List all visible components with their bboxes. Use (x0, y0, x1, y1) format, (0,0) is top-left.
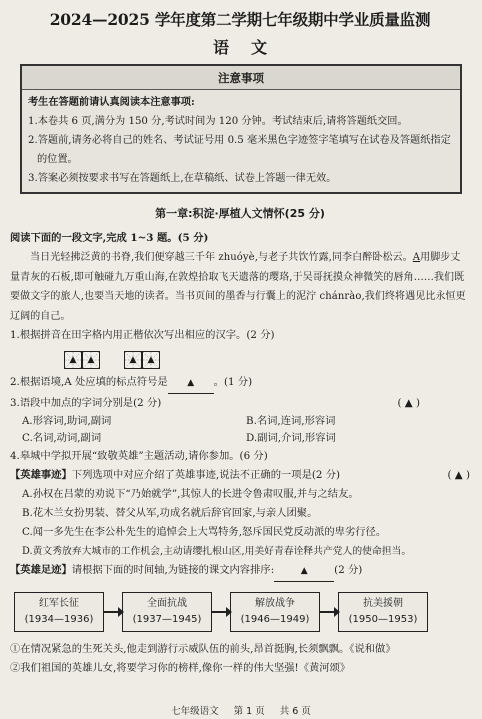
arrow-right-icon (212, 611, 230, 613)
question-2-score: 。(1 分) (213, 376, 253, 388)
answer-grid-cell[interactable] (124, 351, 142, 369)
hero-deeds-tag: 【英雄事迹】 (10, 469, 72, 481)
answer-mark: ▲ (129, 354, 137, 365)
timeline (14, 592, 470, 632)
notice-item: 1.本卷共 6 页,满分为 150 分,考试时间为 120 分钟。考试结束后,请将答题纸交回。 (28, 116, 408, 127)
page-footer (0, 703, 482, 717)
option-item: A.形容词,助词,副词 (22, 415, 112, 427)
passage-part-1: 当日光轻拂泛黄的书脊,我们便穿越三千年 zhuóyè,与老子共饮竹露,同李白醉卧松云。 (30, 252, 413, 263)
hero-deeds-prompt (10, 466, 470, 485)
question-3 (10, 394, 470, 413)
question-4: 4.皋城中学拟开展“致敬英雄”主题活动,请你参加。(6 分) (10, 450, 268, 462)
timeline-years: (1950—1953) (348, 614, 418, 625)
timeline-years: (1937—1945) (132, 614, 202, 625)
answer-mark: ▲ (147, 354, 155, 365)
answer-grid-cell[interactable] (64, 351, 82, 369)
answer-grid-group-2 (124, 351, 160, 369)
exam-title: 2024—2025 学年度第二学期七年级期中学业质量监测 (49, 10, 431, 29)
hero-deeds-answer[interactable]: ( ▲ ) (447, 469, 470, 481)
passage-marker: A (412, 252, 421, 263)
answer-grid-group-1 (64, 351, 100, 369)
hero-options (10, 485, 470, 561)
notice-item: 2.答题前,请务必将自己的姓名、考试证号用 0.5 毫米黑色字迹签字笔填写在试卷及答题纸指定的位置。 (28, 135, 451, 165)
notice-title: 注意事项 (22, 66, 460, 90)
notice-box (20, 64, 462, 194)
option-item: D.副词,介词,形容词 (246, 432, 336, 444)
excerpt-item: ②我们祖国的英雄儿女,将要学习你的榜样,像你一样的伟大坚强!《黄河颂》 (10, 662, 351, 674)
option-item: D.黄文秀放弃大城市的工作机会,主动请缨扎根山区,用美好青春诠释共产党人的使命担当。 (22, 546, 412, 557)
hero-footprint-tag: 【英雄足迹】 (10, 564, 72, 576)
hero-footprint-text: 请根据下面的时间轴,为链接的课文内容排序: (71, 564, 275, 576)
answer-mark: ▲ (69, 354, 77, 365)
answer-grid-cell[interactable] (82, 351, 100, 369)
timeline-box (338, 592, 428, 632)
answer-grid-row (64, 351, 470, 369)
hero-footprint-blank[interactable]: ▲ (274, 562, 334, 582)
timeline-box (14, 592, 104, 632)
question-2-blank[interactable]: ▲ (168, 374, 214, 394)
chapter-title: 第一章:积淀·厚植人文情怀(25 分) (155, 207, 325, 220)
option-item: A.孙权在吕蒙的劝说下“乃始就学”,其惊人的长进令鲁肃叹服,并与之结友。 (22, 488, 359, 500)
timeline-box (230, 592, 320, 632)
notice-item: 3.答案必须按要求书写在答题纸上,在草稿纸、试卷上答题一律无效。 (28, 173, 337, 184)
notice-intro: 考生在答题前请认真阅读本注意事项: (28, 96, 195, 108)
reading-passage (10, 248, 470, 326)
answer-mark: ▲ (87, 354, 95, 365)
exam-subject: 语文 (212, 38, 289, 57)
reading-intro: 阅读下面的一段文字,完成 1~3 题。(5 分) (10, 232, 209, 244)
question-2 (10, 373, 470, 394)
excerpt-list (10, 640, 470, 678)
timeline-name: 抗美援朝 (363, 598, 403, 609)
timeline-name: 解放战争 (255, 598, 295, 609)
question-2-text: 2.根据语境,A 处应填的标点符号是 (10, 376, 168, 388)
hero-footprint-score: (2 分) (334, 564, 363, 576)
question-3-answer[interactable]: ( ▲ ) (397, 397, 420, 409)
passage-part-2: 用脚步丈量青灰的石板,即可触碰九万重山海,在敦煌拾取飞天遗落的璎珞,于吴哥抚摸众神微笑的唇角……我们既要做文字的旅人,也要当天地的读者。当书页间的墨香与行囊上的泥泞 chánrào,我们终将遇见比永恒更辽阔的自己。 (10, 252, 466, 322)
question-3-options (10, 413, 470, 447)
footer-total: 共 6 页 (279, 706, 311, 717)
timeline-name: 全面抗战 (147, 598, 187, 609)
arrow-right-icon (104, 611, 122, 613)
answer-grid-cell[interactable] (142, 351, 160, 369)
excerpt-item: ①在情况紧急的生死关头,他走到游行示威队伍的前头,昂首挺胸,长须飘飘。《说和做》 (10, 643, 396, 655)
timeline-name: 红军长征 (39, 598, 79, 609)
arrow-right-icon (320, 611, 338, 613)
option-item: B.花木兰女扮男装、替父从军,功成名就后辞官回家,与亲人团聚。 (22, 507, 318, 519)
footer-subject: 七年级语文 (171, 706, 219, 717)
footer-page: 第 1 页 (233, 706, 265, 717)
notice-body (22, 90, 460, 192)
option-item: C.闻一多先生在李公朴先生的追悼会上大骂特务,怒斥国民党反动派的卑劣行径。 (22, 526, 387, 538)
question-1: 1.根据拼音在田字格内用正楷依次写出相应的汉字。(2 分) (10, 329, 275, 341)
hero-footprint-prompt (10, 561, 470, 582)
hero-deeds-text: 下列选项中对应介绍了英雄事迹,说法不正确的一项是(2 分) (71, 469, 341, 481)
question-3-text: 3.语段中加点的字词分别是(2 分) (10, 397, 162, 409)
option-item: C.名词,动词,副词 (22, 432, 102, 444)
timeline-years: (1946—1949) (240, 614, 310, 625)
timeline-years: (1934—1936) (24, 614, 94, 625)
option-item: B.名词,连词,形容词 (246, 415, 336, 427)
timeline-box (122, 592, 212, 632)
